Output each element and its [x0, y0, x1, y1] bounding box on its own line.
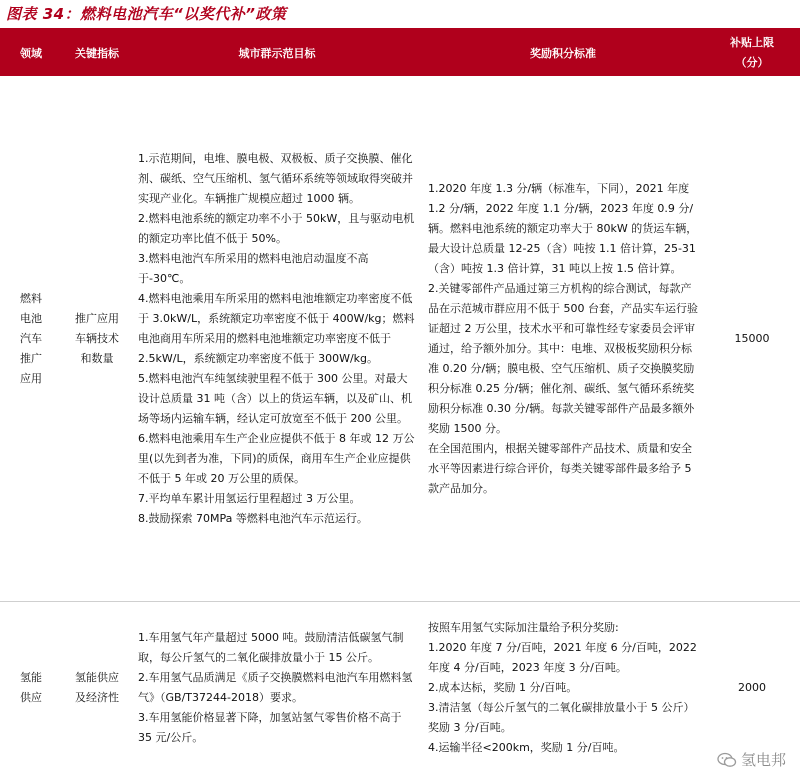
field-line: 电池 — [20, 311, 42, 325]
goal-item: 8.鼓励探索 70MPa 等燃料电池汽车示范运行。 — [138, 511, 368, 525]
indicator-line: 及经济性 — [75, 691, 119, 704]
field-line: 推广 — [20, 351, 42, 365]
field-line: 燃料 — [20, 291, 42, 305]
reward-item: 2.关键零部件产品通过第三方机构的综合测试，每款产品在示范城市群应用不低于 500 台套，产品实车运行验证超过 2 万公里，技术水平和可靠性经专家委员会评审通过，给予额外加分。其中：电堆、双极板奖励积分标准 0.20 分/辆；膜电极、空气压缩机、质子交换膜奖励积分标准 0.25 分/辆；催化剂、碳纸、氢气循环系统奖励积分标准 0.30 分/辆。每款关键零部件产品最多额外奖励 1500 分。 — [428, 281, 698, 435]
field-line: 汽车 — [20, 331, 42, 345]
reward-item: 4.运输半径<200km，奖励 1 分/百吨。 — [428, 741, 625, 754]
reward-item: 1.2020 年度 1.3 分/辆（标准车，下同），2021 年度 1.2 分/辆，2022 年度 1.1 分/辆，2023 年度 0.9 分/辆。燃料电池系统的额定功率大于 80kW 的货运车辆，最大设计总质量 12-25（含）吨按 1.1 倍计算，25-31（含）吨按 1.3 倍计算，31 吨以上按 1.5 倍计算。 — [428, 181, 698, 275]
goal-item: 3.车用氢能价格显著下降，加氢站氢气零售价格不高于 35 元/公斤。 — [138, 711, 402, 744]
goal-item: 3.燃料电池汽车所采用的燃料电池启动温度不高于-30℃。 — [138, 251, 369, 285]
title-bar — [0, 0, 800, 30]
goal-item: 2.车用氢气品质满足《质子交换膜燃料电池汽车用燃料氢气》（GB/T37244-2018）要求。 — [138, 671, 413, 704]
goal-item: 7.平均单车累计用氢运行里程超过 3 万公里。 — [138, 491, 361, 505]
goal-item: 4.燃料电池乘用车所采用的燃料电池堆额定功率密度不低于 3.0kW/L，系统额定功率密度不低于 400W/kg；燃料电池商用车所采用的燃料电池堆额定功率密度不低于 2.5kW/L，系统额定功率密度不低于 300W/kg。 — [138, 291, 415, 365]
header-cap — [704, 30, 800, 76]
goals-cell — [132, 76, 422, 602]
reward-item: 3.清洁氢（每公斤氢气的二氧化碳排放量小于 5 公斤）奖励 3 分/百吨。 — [428, 701, 695, 734]
reward-cell — [422, 76, 704, 602]
watermark-text: 氢电邦 — [740, 751, 786, 769]
header-goals: 城市群示范目标 — [132, 30, 422, 76]
header-indicator: 关键指标 — [62, 30, 132, 76]
field-line: 供应 — [20, 691, 42, 704]
reward-item: 在全国范围内，根据关键零部件产品技术、质量和安全水平等因素进行综合评价，每类关键零部件最多给予 5 款产品加分。 — [428, 441, 692, 495]
watermark — [717, 749, 786, 770]
header-cap-line1: 补贴上限 — [730, 36, 774, 49]
table-row — [0, 76, 800, 602]
goal-item: 5.燃料电池汽车纯氢续驶里程不低于 300 公里。对最大设计总质量 31 吨（含）以上的货运车辆，以及矿山、机场等场内运输车辆，经认定可放宽至不低于 200 公里。 — [138, 371, 412, 425]
reward-item: 2.成本达标，奖励 1 分/百吨。 — [428, 681, 578, 694]
reward-item: 按照车用氢气实际加注量给予积分奖励: — [428, 621, 619, 634]
goal-item: 1.车用氢气年产量超过 5000 吨。鼓励清洁低碳氢气制取，每公斤氢气的二氧化碳排放量小于 15 公斤。 — [138, 631, 404, 664]
indicator-cell — [62, 76, 132, 602]
cap-cell: 2000 — [738, 681, 766, 694]
field-cell — [0, 76, 62, 602]
reward-cell — [422, 602, 704, 775]
header-reward: 奖励积分标准 — [422, 30, 704, 76]
goals-cell — [132, 602, 422, 775]
goal-item: 6.燃料电池乘用车生产企业应提供不低于 8 年或 12 万公里(以先到者为准，下同)的质保，商用车生产企业应提供不低于 5 年或 20 万公里的质保。 — [138, 431, 415, 485]
header-cap-line2: （分） — [735, 56, 769, 69]
indicator-line: 车辆技术 — [75, 331, 119, 345]
reward-item: 1.2020 年度 7 分/百吨，2021 年度 6 分/百吨，2022 年度 4 分/百吨，2023 年度 3 分/百吨。 — [428, 641, 697, 674]
goal-item: 2.燃料电池系统的额定功率不小于 50kW，且与驱动电机的额定功率比值不低于 50%。 — [138, 211, 415, 245]
wechat-logo-icon — [717, 752, 737, 768]
header-field: 领域 — [0, 30, 62, 76]
goal-item: 1.示范期间，电堆、膜电极、双极板、质子交换膜、催化剂、碳纸、空气压缩机、氢气循环系统等领域取得突破并实现产业化。车辆推广规模应超过 1000 辆。 — [138, 151, 413, 205]
table-row — [0, 602, 800, 775]
figure-title: 图表 34：燃料电池汽车“以奖代补”政策 — [6, 5, 287, 23]
field-cell — [0, 602, 62, 775]
indicator-line: 氢能供应 — [75, 671, 119, 684]
indicator-cell — [62, 602, 132, 775]
table-header-row — [0, 30, 800, 76]
field-line: 氢能 — [20, 671, 42, 684]
policy-table — [0, 30, 800, 774]
field-line: 应用 — [20, 371, 42, 385]
indicator-line: 推广应用 — [75, 311, 119, 325]
cap-cell: 15000 — [704, 76, 800, 602]
indicator-line: 和数量 — [80, 351, 114, 365]
